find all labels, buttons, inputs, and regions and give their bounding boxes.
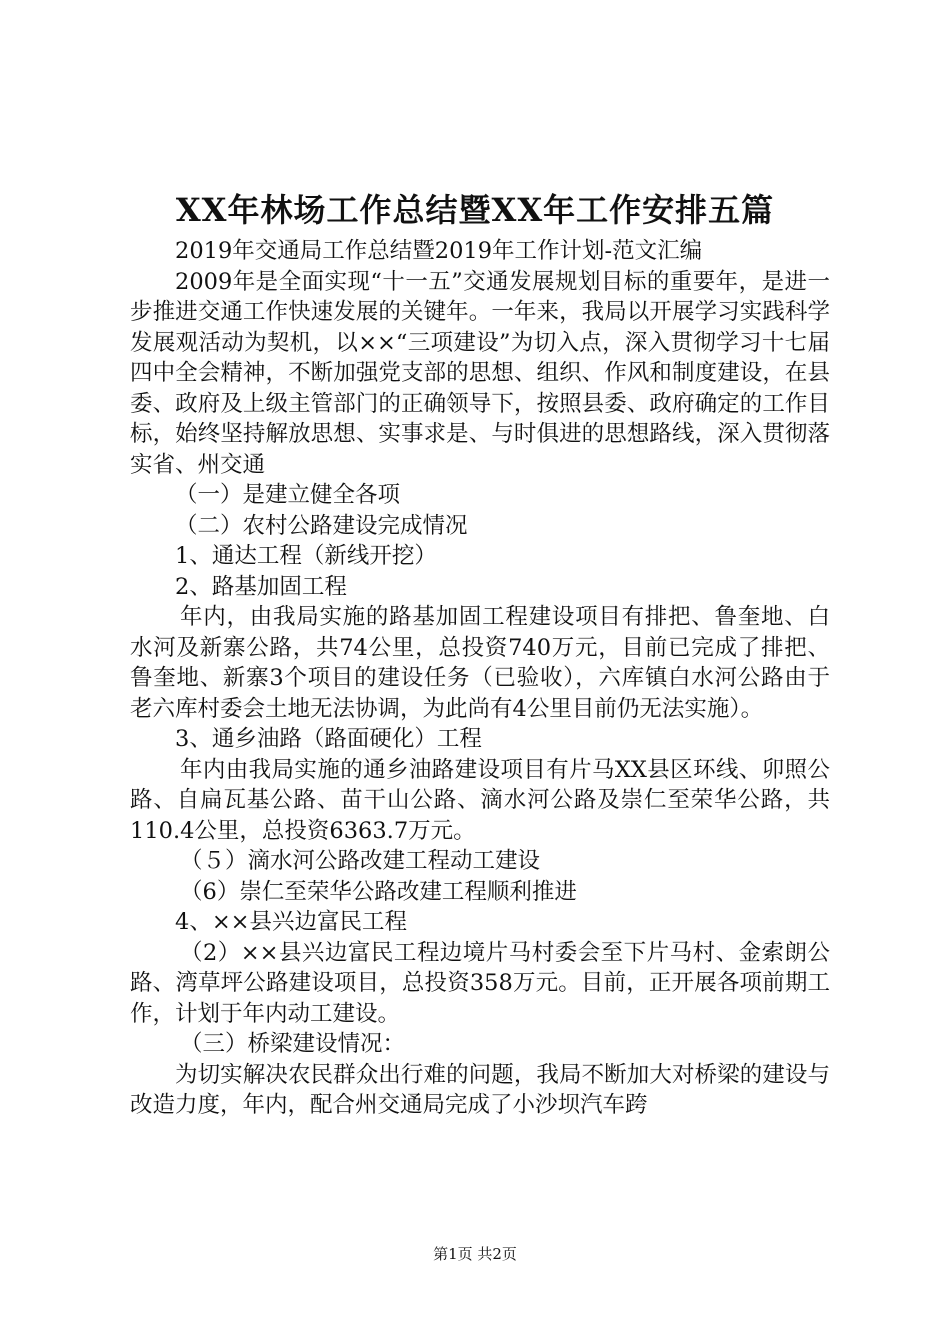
document-body [130,236,830,1121]
item-heading: （6）崇仁至荣华公路改建工程顺利推进 [180,878,577,905]
item-heading: 1、通达工程（新线开挖） [175,543,437,569]
section-heading: （三）桥梁建设情况： [180,1031,406,1057]
item-heading: 3、通乡油路（路面硬化）工程 [175,726,482,752]
page-footer: 第1页 共2页 [433,1245,517,1263]
body-paragraph: 年内由我局实施的通乡油路建设项目有片马XX县区环线、卯照公路、自扁瓦基公路、苗干山公路、滴水河公路及崇仁至荣华公路，共110.4公里，总投资6363.7万元。 [130,756,830,844]
body-paragraph: 2009年是全面实现“十一五”交通发展规划目标的重要年，是进一步推进交通工作快速发展的关键年。一年来，我局以开展学习实践科学发展观活动为契机，以××“三项建设”为切入点，深入贯彻学习十七届四中全会精神，不断加强党支部的思想、组织、作风和制度建设，在县委、政府及上级主管部门的正确领导下，按照县委、政府确定的工作目标，始终坚持解放思想、实事求是、与时俱进的思想路线，深入贯彻落实省、州交通 [130,268,830,478]
body-paragraph: 为切实解决农民群众出行难的问题，我局不断加大对桥梁的建设与改造力度，年内，配合州交通局完成了小沙坝汽车跨 [130,1061,830,1118]
body-paragraph: （2）××县兴边富民工程边境片马村委会至下片马村、金索朗公路、湾草坪公路建设项目，总投资358万元。目前，正开展各项前期工作，计划于年内动工建设。 [130,939,830,1027]
section-heading: （二）农村公路建设完成情况 [175,512,468,539]
item-heading: 4、××县兴边富民工程 [175,909,408,935]
section-heading: （一）是建立健全各项 [175,482,401,508]
document-title: XX年林场工作总结暨XX年工作安排五篇 [175,191,775,229]
item-heading: （５）滴水河公路改建工程动工建设 [180,848,541,874]
subtitle-paragraph: 2019年交通局工作总结暨2019年工作计划-范文汇编 [175,238,703,264]
body-paragraph: 年内，由我局实施的路基加固工程建设项目有排把、鲁奎地、白水河及新寨公路，共74公里，总投资740万元，目前已完成了排把、鲁奎地、新寨3个项目的建设任务（已验收），六库镇白水河公路由于老六库村委会土地无法协调，为此尚有4公里目前仍无法实施）。 [130,604,830,722]
item-heading: 2、路基加固工程 [175,573,347,600]
